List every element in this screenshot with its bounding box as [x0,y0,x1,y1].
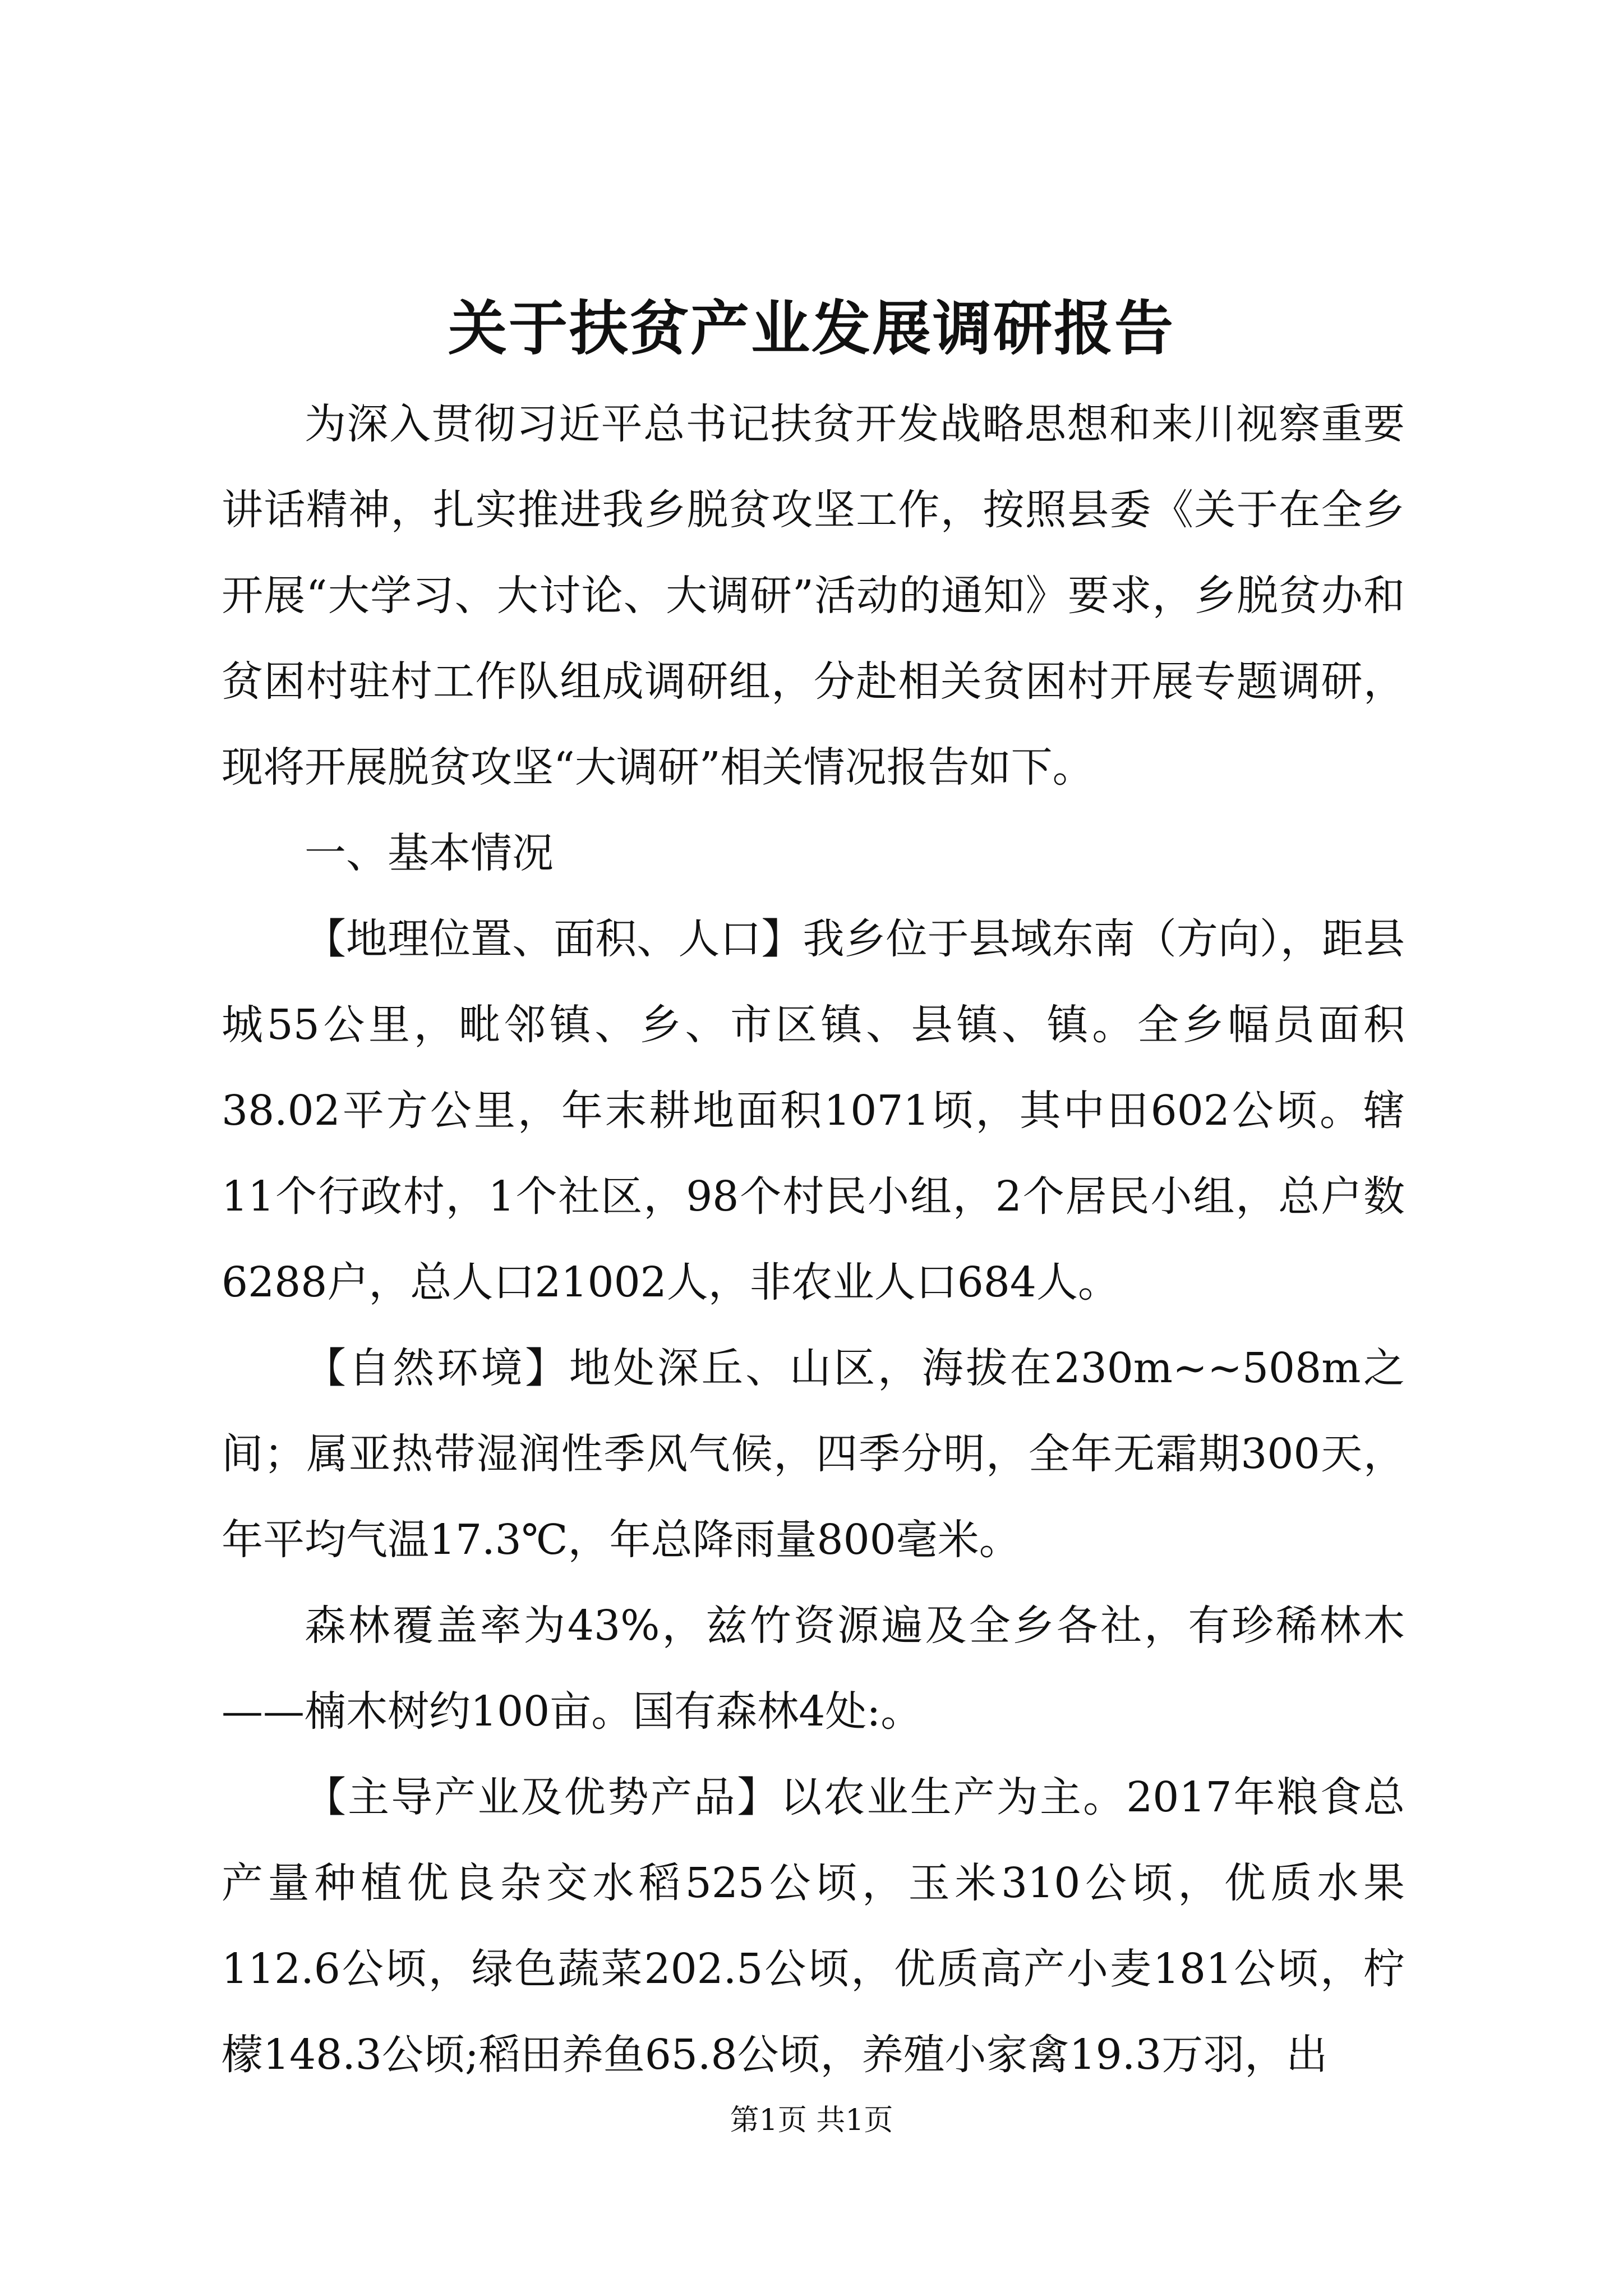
paragraph-location-area-population: 【地理位置、面积、人口】我乡位于县域东南（方向），距县城55公里，毗邻镇、乡、市区镇、县镇、镇。全乡幅员面积38.02平方公里，年末耕地面积1071顷，其中田602公顷。辖11个行政村，1个社区，98个村民小组，2个居民小组，总户数6288户，总人口21002人，非农业人口684人。 [222,915,1405,1306]
document-body [222,381,1405,2098]
paragraph-forest-coverage: 森林覆盖率为43%，兹竹资源遍及全乡各社，有珍稀林木——楠木树约100亩。国有森林4处:。 [222,1602,1405,1736]
document-title: 关于扶贫产业发展调研报告 [448,293,1175,363]
section-heading-basic-situation: 一、基本情况 [305,829,554,877]
paragraph-natural-environment: 【自然环境】地处深丘、山区，海拔在230m~~508m之间；属亚热带湿润性季风气候，四季分明，全年无霜期300天，年平均气温17.3℃，年总降雨量800毫米。 [222,1344,1405,1564]
paragraph-intro: 为深入贯彻习近平总书记扶贫开发战略思想和来川视察重要讲话精神，扎实推进我乡脱贫攻坚工作，按照县委《关于在全乡开展“大学习、大讨论、大调研”活动的通知》要求，乡脱贫办和贫困村驻村工作队组成调研组，分赴相关贫困村开展专题调研，现将开展脱贫攻坚“大调研”相关情况报告如下。 [222,400,1405,792]
paragraph-leading-industries: 【主导产业及优势产品】以农业生产为主。2017年粮食总产量种植优良杂交水稻525公顷，玉米310公顷，优质水果112.6公顷，绿色蔬菜202.5公顷，优质高产小麦181公顷，柠檬148.3公顷;稻田养鱼65.8公顷，养殖小家禽19.3万羽，出 [222,1773,1405,2079]
page-number-footer: 第1页 共1页 [730,2104,893,2137]
